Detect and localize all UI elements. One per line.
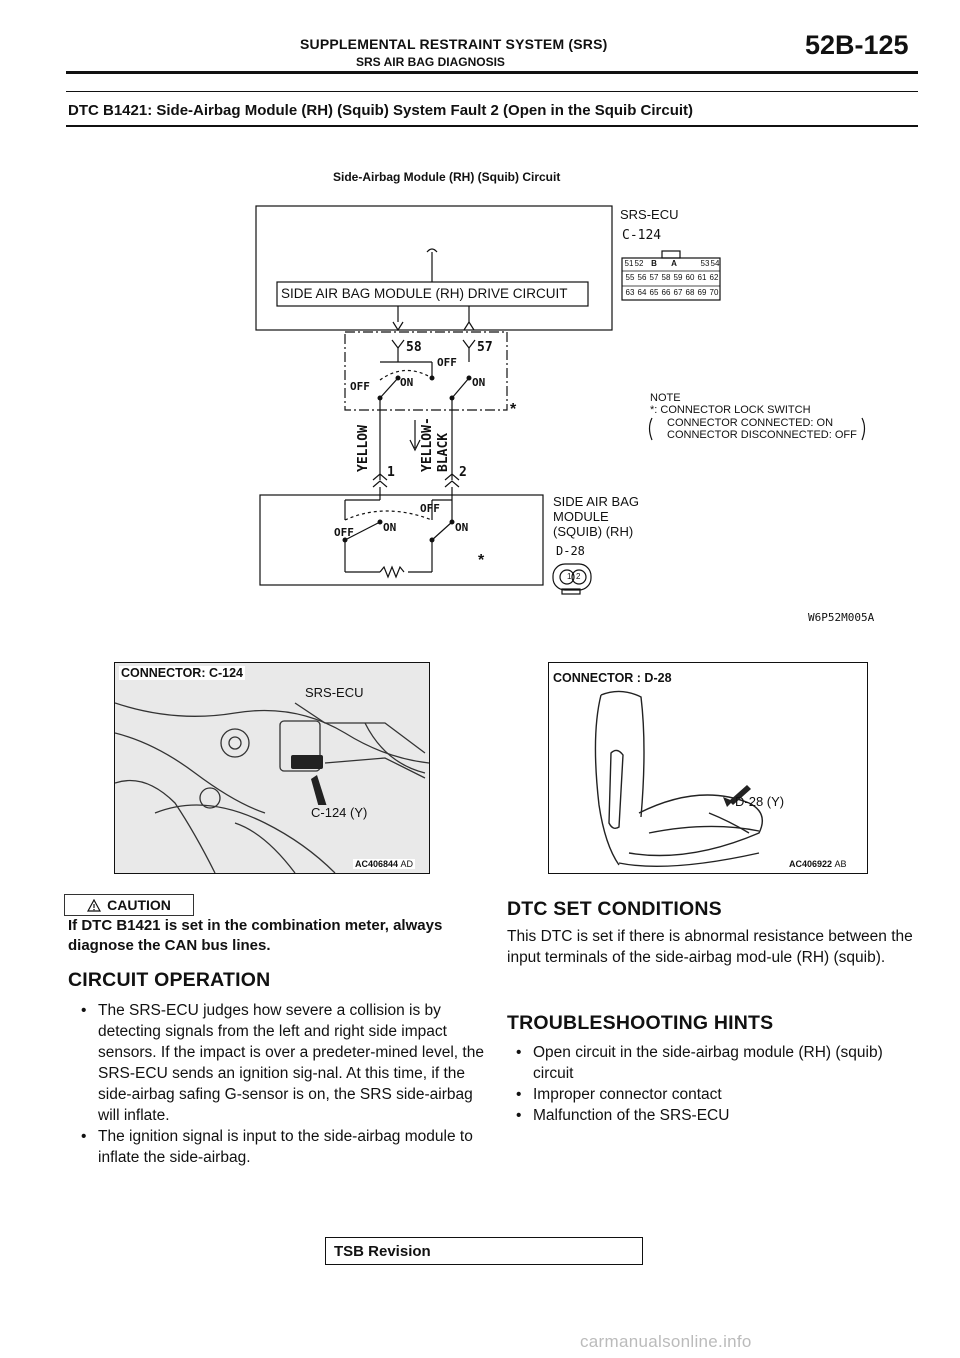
wire-color-1: YELLOW — [356, 425, 371, 472]
caution-label: CAUTION — [107, 897, 171, 913]
seat-illustration — [549, 663, 867, 873]
pin-57-label: 57 — [477, 340, 493, 355]
plug-pin-1: 1 — [567, 572, 572, 581]
module-connector-code: D-28 — [556, 544, 585, 558]
caution-text: If DTC B1421 is set in the combination meter, always diagnose the CAN bus lines. — [68, 917, 443, 954]
note-line-2: CONNECTOR CONNECTED: ON — [667, 417, 834, 429]
note-title: NOTE — [650, 392, 681, 404]
connector-c124-label: CONNECTOR: C-124 — [121, 666, 244, 680]
watermark: carmanualsonline.info — [580, 1332, 752, 1351]
list-item: • Improper connector contact — [507, 1084, 915, 1105]
troubleshooting-hints-list — [507, 1042, 915, 1126]
connector-d28-photo — [548, 662, 868, 874]
note-line-1: *: CONNECTOR LOCK SWITCH — [650, 404, 811, 416]
lock-switch-marker: * — [510, 401, 517, 418]
module-label: SIDE AIR BAG MODULE (SQUIB) (RH) — [553, 494, 639, 539]
list-item: • The ignition signal is input to the side-airbag module to inflate the side-airbag. — [72, 1126, 484, 1168]
c124-callout: C-124 (Y) — [311, 805, 368, 820]
ecu-pin-row-2: 55 56 57 58 59 60 61 62 — [625, 273, 719, 282]
terminal-2-label: 2 — [459, 465, 467, 480]
photo-code-right: AC406922 AB — [789, 859, 847, 869]
dtc-set-conditions-heading: DTC SET CONDITIONS — [507, 898, 722, 920]
switch-on-label: ON — [472, 376, 486, 389]
caution-box — [64, 894, 194, 916]
manual-section-title: SUPPLEMENTAL RESTRAINT SYSTEM (SRS) — [300, 36, 608, 52]
wire-color-2a: YELLOW- — [420, 417, 435, 472]
terminal-1-label: 1 — [387, 465, 395, 480]
diagram-ref-code: W6P52M005A — [808, 611, 875, 624]
ecu-pin-row-3: 63 64 65 66 67 68 69 70 — [625, 288, 719, 297]
connector-d28-label: CONNECTOR : D-28 — [553, 671, 672, 685]
srs-ecu-label: SRS-ECU — [620, 207, 679, 222]
warning-triangle-icon — [87, 899, 101, 912]
switch-off-label: OFF — [437, 356, 457, 369]
photo-code-left: AC406844 AD — [355, 859, 414, 869]
ecu-connector-code: C-124 — [622, 228, 662, 243]
srs-ecu-callout: SRS-ECU — [305, 685, 364, 700]
list-item: • Malfunction of the SRS-ECU — [507, 1105, 915, 1126]
drive-circuit-label: SIDE AIR BAG MODULE (RH) DRIVE CIRCUIT — [281, 286, 568, 301]
dtc-title: DTC B1421: Side-Airbag Module (RH) (Squib) System Fault 2 (Open in the Squib Circuit) — [68, 102, 694, 119]
note-line-3: CONNECTOR DISCONNECTED: OFF — [667, 429, 857, 441]
list-item: • Open circuit in the side-airbag module (RH) (squib) circuit — [507, 1042, 915, 1084]
page-number: 52B-125 — [805, 30, 909, 60]
troubleshooting-hints-heading: TROUBLESHOOTING HINTS — [507, 1012, 774, 1034]
circuit-operation-list — [72, 1000, 484, 1168]
ecu-pin-row-1: 51 52 B A 53 54 — [624, 259, 720, 268]
dashboard-illustration — [115, 663, 429, 873]
connector-c124-photo — [114, 662, 430, 874]
circuit-diagram — [0, 0, 960, 640]
switch-off-label: OFF — [350, 380, 370, 393]
pin-58-label: 58 — [406, 340, 422, 355]
manual-subsection-title: SRS AIR BAG DIAGNOSIS — [356, 55, 505, 69]
tsb-revision-box: TSB Revision — [325, 1237, 643, 1265]
module-lock-switch-marker: * — [478, 552, 485, 569]
module-switch-on-label: ON — [455, 521, 469, 534]
list-item: • The SRS-ECU judges how severe a collision is by detecting signals from the left and right side impact sensors. If the impact is over a predeter-mined level, the SRS-ECU sends an ignition sig-nal. At this time, if the side-airbag safing G-sensor is on, the SRS side-airbag will inflate. — [72, 1000, 484, 1126]
circuit-operation-heading: CIRCUIT OPERATION — [68, 969, 271, 991]
module-switch-off-label: OFF — [334, 526, 354, 539]
d28-callout: D-28 (Y) — [735, 794, 785, 809]
wire-color-2b: BLACK — [436, 432, 451, 472]
module-switch-off-label: OFF — [420, 502, 440, 515]
diagram-title: Side-Airbag Module (RH) (Squib) Circuit — [333, 170, 561, 184]
switch-on-label: ON — [400, 376, 414, 389]
plug-pin-2: 2 — [576, 572, 581, 581]
module-switch-on-label: ON — [383, 521, 397, 534]
dtc-set-conditions-text: This DTC is set if there is abnormal resistance between the input terminals of the side-airbag mod-ule (RH) (squib). — [507, 928, 913, 966]
